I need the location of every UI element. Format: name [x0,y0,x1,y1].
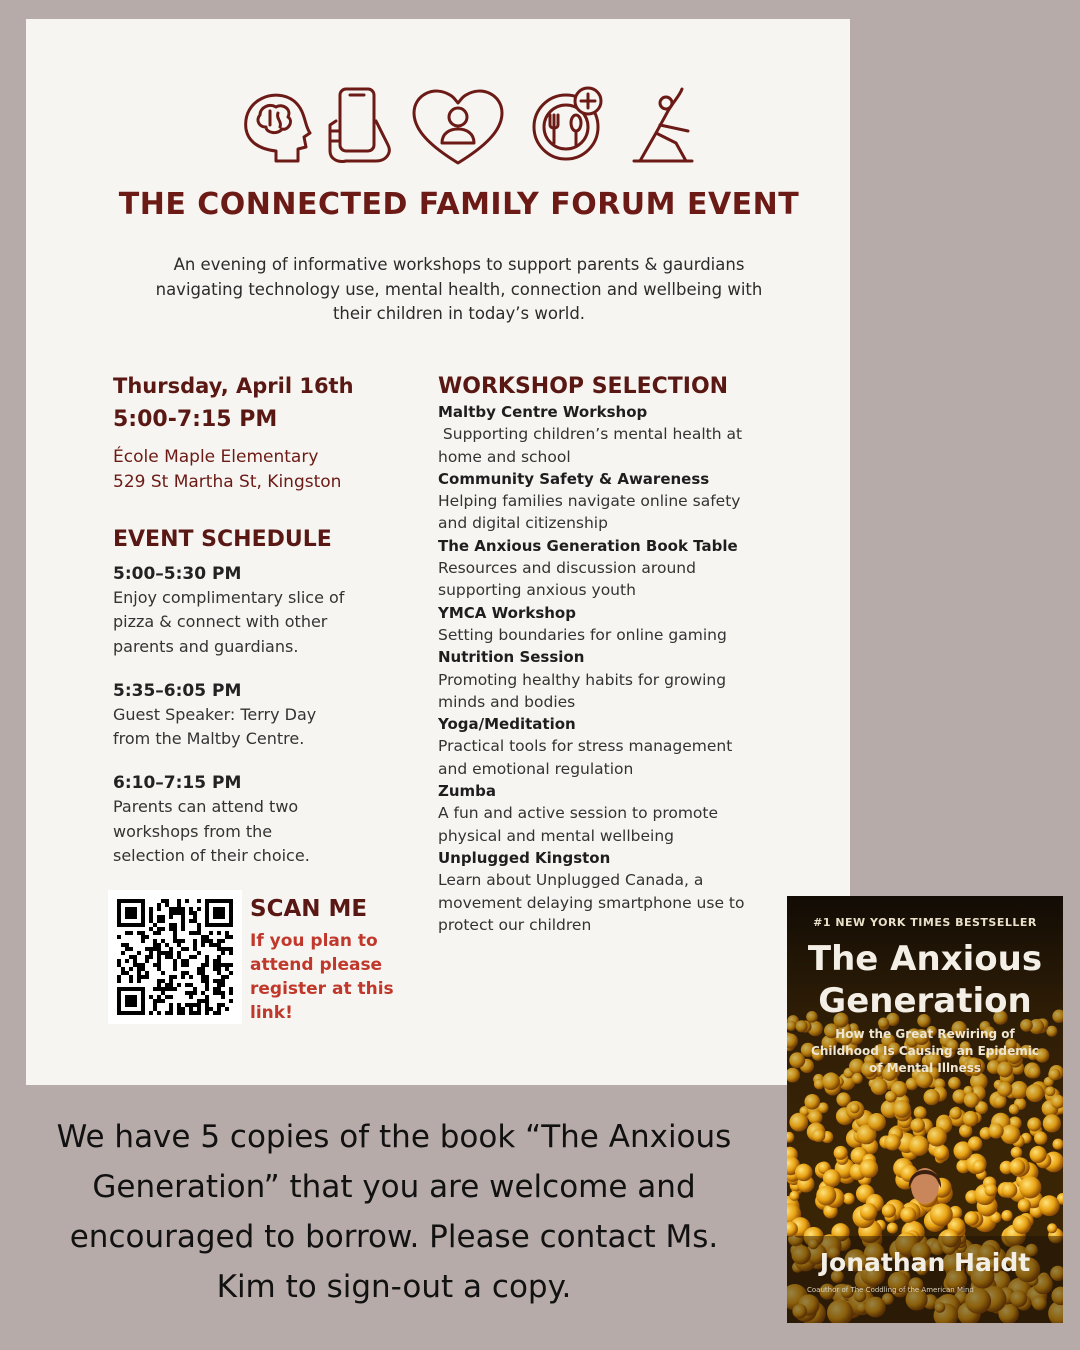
workshop-line: Learn about Unplugged Canada, a [438,871,704,890]
scan-line: register at this [250,979,394,999]
notice-line: We have 5 copies of the book “The Anxious [56,1119,732,1155]
workshop-line: home and school [438,447,571,466]
brain-head-icon [246,95,310,161]
workshop-line: Helping families navigate online safety [438,492,741,511]
schedule-line: from the Maltby Centre. [113,729,305,749]
event-flyer [26,19,850,1085]
workshop-line: Promoting healthy habits for growing [438,670,727,689]
yoga-pose-icon [634,89,692,161]
workshop-title: Maltby Centre Workshop [438,403,648,421]
heart-person-icon [414,91,502,163]
event-details [113,371,413,495]
intro-text [96,253,822,327]
event-schedule [113,526,413,868]
workshop-line: minds and bodies [438,692,576,711]
schedule-time: 5:00–5:30 PM [113,564,242,584]
nutrition-plate-icon [534,88,601,159]
schedule-line: pizza & connect with other [113,612,328,632]
workshop-line: physical and mental wellbeing [438,826,674,845]
workshop-title: Unplugged Kingston [438,848,611,867]
book-footer: Coauthor of The Coddling of the American Mind [807,1286,974,1294]
workshop-heading: WORKSHOP SELECTION [438,374,729,399]
schedule-line: Enjoy complimentary slice of [113,588,345,607]
notice-line: Generation” that you are welcome and [92,1169,696,1205]
intro-line: An evening of informative workshops to support parents & gaurdians [173,255,745,274]
workshop-line: protect our children [438,915,592,934]
scan-text [250,929,410,1025]
workshop-line: Practical tools for stress management [438,737,733,756]
scan-line: attend please [250,955,383,975]
workshop-line: A fun and active session to promote [438,804,719,823]
book-title [787,938,1063,1022]
notice-line: encouraged to borrow. Please contact Ms. [69,1219,719,1255]
schedule-line: selection of their choice. [113,846,310,866]
schedule-line: Guest Speaker: Terry Day [113,704,317,724]
schedule-time: 6:10–7:15 PM [113,773,242,794]
book-badge: #1 NEW YORK TIMES BESTSELLER [813,916,1037,929]
hand-phone-icon [330,89,389,162]
event-title: THE CONNECTED FAMILY FORUM EVENT [118,187,800,222]
book-author: Jonathan Haidt [819,1248,1031,1277]
workshop-title: The Anxious Generation Book Table [438,536,738,555]
scan-heading: SCAN ME [250,896,368,922]
workshop-title: Community Safety & Awareness [438,469,710,488]
registration-qr-code[interactable] [108,890,242,1024]
icon-row [236,81,696,167]
workshop-line: Resources and discussion around [438,559,696,578]
book-title-line: Generation [818,981,1032,1021]
book-subtitle-line: of Mental Illness [868,1061,982,1075]
schedule-heading: EVENT SCHEDULE [113,527,332,552]
workshop-line: Setting boundaries for online gaming [438,625,727,644]
workshop-line: Supporting children’s mental health at [438,425,743,444]
scan-callout [250,895,410,1025]
event-date: Thursday, April 16th [113,374,354,398]
workshop-line: movement delaying smartphone use to [438,893,745,912]
intro-line: their children in today’s world. [332,304,586,323]
schedule-line: Parents can attend two [113,797,299,817]
scan-line: If you plan to [250,931,378,951]
workshop-title: Yoga/Meditation [438,715,576,734]
notice-line: Kim to sign-out a copy. [216,1269,572,1305]
schedule-line: parents and guardians. [113,636,299,656]
workshop-title: Zumba [438,782,497,801]
schedule-time: 5:35–6:05 PM [113,680,242,701]
schedule-line: workshops from the [113,821,273,841]
workshop-line: supporting anxious youth [438,581,636,600]
workshop-selection [438,373,818,936]
book-subtitle [797,1026,1053,1077]
event-venue: École Maple Elementary [113,447,319,467]
intro-line: navigating technology use, mental health, connection and wellbeing with [155,279,763,299]
book-cover-image [787,896,1063,1323]
book-subtitle-line: How the Great Rewiring of [835,1027,1015,1041]
book-borrow-notice [14,1112,774,1312]
event-address: 529 St Martha St, Kingston [113,472,342,492]
scan-line: link! [250,1003,293,1023]
book-title-line: The Anxious [807,939,1043,979]
workshop-line: and emotional regulation [438,759,634,778]
workshop-line: and digital citizenship [438,514,608,533]
book-subtitle-line: Childhood Is Causing an Epidemic [811,1044,1039,1058]
workshop-title: YMCA Workshop [438,603,576,622]
workshop-title: Nutrition Session [438,648,585,667]
event-time: 5:00-7:15 PM [113,407,278,432]
